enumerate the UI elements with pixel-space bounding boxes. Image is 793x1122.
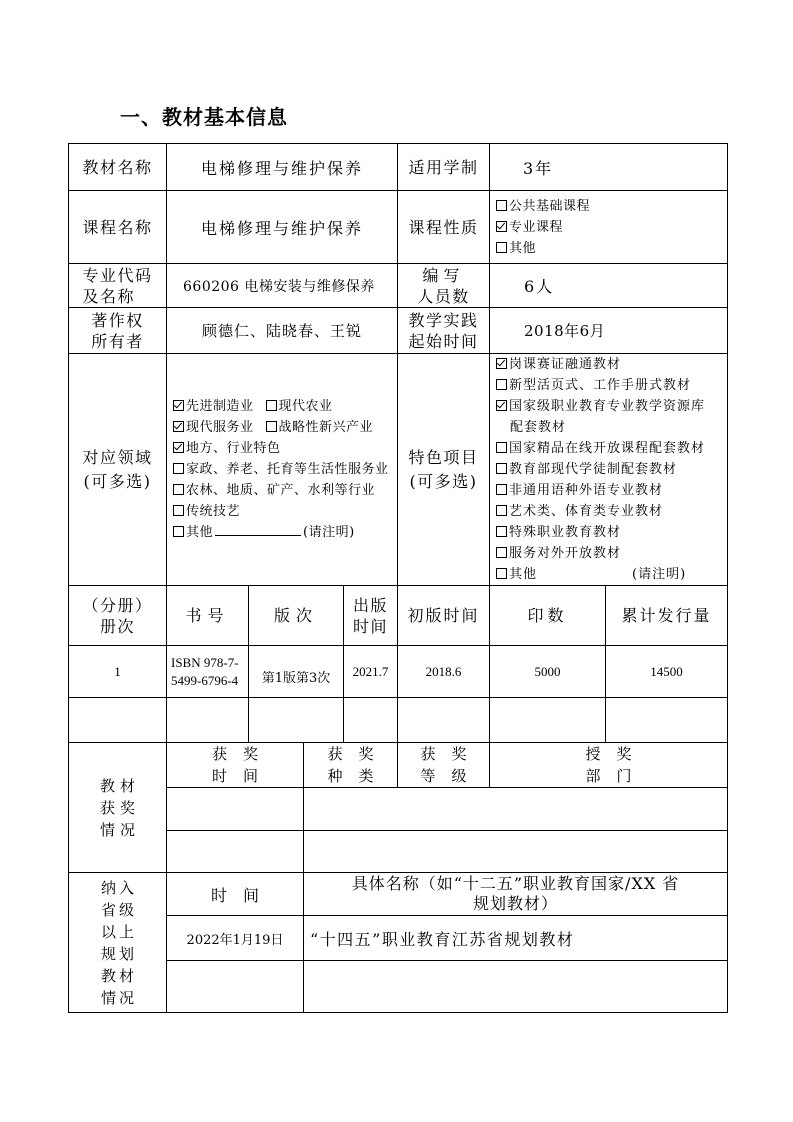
award-department-header: 授奖部门 <box>585 745 648 785</box>
domains-label-cell <box>68 353 167 586</box>
award-level-header-cell <box>397 742 490 788</box>
label-line: 著作权 <box>91 310 144 330</box>
practice-start-label-cell <box>397 307 490 354</box>
print-run-header-cell <box>489 585 606 646</box>
features-options <box>496 354 712 585</box>
fill-in-blank-line <box>215 524 301 536</box>
planning-time-header-cell <box>166 872 304 916</box>
label-line: 特色项目 <box>408 447 479 467</box>
isbn-header-cell <box>166 585 249 646</box>
print-run-value: 5000 <box>534 663 561 679</box>
features-label-cell <box>397 353 490 586</box>
edition-header: 版次 <box>273 606 318 625</box>
option-label: 艺术类、体育类专业教材 <box>509 504 664 519</box>
checkbox-checked-icon <box>496 221 507 232</box>
feature-option <box>496 543 712 564</box>
isbn-cell <box>166 645 249 698</box>
writers-count-value: 6人 <box>524 277 555 296</box>
empty-cell <box>397 697 490 743</box>
course-name-label-cell <box>68 190 167 264</box>
planning-name-header-cell <box>303 872 728 916</box>
option-label: 公共基础课程 <box>509 198 591 214</box>
textbook-name-cell <box>166 143 398 191</box>
checkbox-icon <box>266 421 277 432</box>
planning-name-header <box>352 874 680 914</box>
checkbox-icon <box>496 568 507 579</box>
award-type-header: 获奖种类 <box>327 745 390 785</box>
first-edition-header-cell <box>397 585 490 646</box>
publish-date-cell <box>343 645 398 698</box>
course-type-cell <box>489 190 728 264</box>
features-cell <box>489 353 728 586</box>
award-department-header-cell <box>489 742 728 788</box>
planning-name-cell <box>303 915 728 961</box>
option-label: 新型活页式、工作手册式教材 <box>509 378 692 393</box>
option-label: 战略性新兴产业 <box>278 420 374 435</box>
isbn-header: 书号 <box>185 606 230 625</box>
option-label: 其他 <box>509 240 537 256</box>
course-type-option <box>496 217 590 238</box>
awards-label-cell <box>68 742 167 873</box>
option-label: 传统技艺 <box>186 504 241 519</box>
checkbox-checked-icon <box>496 358 507 369</box>
copyright-label <box>91 310 144 352</box>
major-label-cell <box>68 263 167 308</box>
domain-option <box>266 399 333 414</box>
volume-header <box>82 595 152 637</box>
label-line: 册次 <box>99 616 135 636</box>
option-label: 先进制造业 <box>186 399 254 414</box>
domains-option-row <box>173 417 389 438</box>
empty-cell <box>166 830 304 873</box>
option-label: 地方、行业特色 <box>186 441 281 456</box>
option-label: 家政、养老、托育等生活性服务业 <box>186 462 389 477</box>
copyright-label-cell <box>68 307 167 354</box>
publish-date-value: 2021.7 <box>352 663 389 679</box>
feature-option <box>496 354 712 375</box>
print-run-cell <box>489 645 606 698</box>
course-type-label: 课程性质 <box>408 217 479 237</box>
checkbox-checked-icon <box>173 421 184 432</box>
option-label: 其他 <box>186 525 214 540</box>
label-line: 及名称 <box>82 286 135 306</box>
label-line: （分册） <box>82 595 153 615</box>
feature-option <box>496 522 712 543</box>
cumulative-cell <box>605 645 728 698</box>
empty-cell <box>166 787 304 831</box>
domain-option <box>173 459 389 480</box>
feature-option <box>496 375 712 396</box>
schooling-label-cell <box>397 143 490 191</box>
option-label: 现代农业 <box>278 399 333 414</box>
option-label: 专业课程 <box>509 219 564 235</box>
award-time-header-cell <box>166 742 304 788</box>
volume-value: 1 <box>114 663 121 679</box>
planning-time-cell <box>166 915 304 961</box>
domain-option <box>173 420 254 435</box>
checkbox-icon <box>173 526 184 537</box>
award-time-header: 获奖时间 <box>211 745 274 785</box>
domain-option <box>173 480 389 501</box>
isbn-line: 5499-6796-4 <box>171 672 239 688</box>
label-line: 起始时间 <box>408 331 479 351</box>
cumulative-header: 累计发行量 <box>621 606 712 625</box>
empty-cell <box>166 697 249 743</box>
option-note: (请注明) <box>303 525 355 540</box>
label-line: 出版 <box>352 595 388 615</box>
course-name-label: 课程名称 <box>82 217 153 237</box>
course-type-option <box>496 196 590 217</box>
label-line: 所有者 <box>91 331 144 351</box>
empty-cell <box>68 697 167 743</box>
features-label <box>408 446 478 494</box>
first-edition-value: 2018.6 <box>425 663 462 679</box>
option-label: 国家级职业教育专业教学资源库配套教材 <box>509 399 706 435</box>
checkbox-icon <box>496 547 507 558</box>
feature-option <box>496 459 712 480</box>
empty-cell <box>605 697 728 743</box>
textbook-name: 电梯修理与维护保养 <box>200 158 363 178</box>
checkbox-checked-icon <box>496 400 507 411</box>
domains-options <box>173 396 389 543</box>
checkbox-icon <box>173 484 184 495</box>
writers-count-label-cell <box>397 263 490 308</box>
label-line: 专业代码 <box>82 265 153 285</box>
checkbox-icon <box>496 379 507 390</box>
cumulative-value: 14500 <box>650 663 683 679</box>
checkbox-checked-icon <box>173 442 184 453</box>
feature-option-other <box>496 564 712 585</box>
course-type-options <box>496 196 590 259</box>
volume-header-cell <box>68 585 167 646</box>
cumulative-header-cell <box>605 585 728 646</box>
schooling-label: 适用学制 <box>408 157 479 177</box>
option-label: 岗课赛证融通教材 <box>509 357 622 372</box>
empty-cell <box>248 697 344 743</box>
domains-label <box>82 446 152 494</box>
award-type-header-cell <box>303 742 398 788</box>
schooling-value: 3年 <box>523 158 554 178</box>
major-value: 660206 电梯安装与维修保养 <box>183 278 375 295</box>
edition-cell <box>248 645 344 698</box>
edition-header-cell <box>248 585 344 646</box>
option-label: 非通用语种外语专业教材 <box>509 483 664 498</box>
major-cell <box>166 263 398 308</box>
option-note: (请注明) <box>632 567 687 582</box>
course-type-option <box>496 238 590 259</box>
option-label: 特殊职业教育教材 <box>509 525 622 540</box>
checkbox-icon <box>266 400 277 411</box>
option-label: 其他 <box>509 567 538 582</box>
option-label: 现代服务业 <box>186 420 254 435</box>
isbn-value <box>171 654 239 690</box>
volume-cell <box>68 645 167 698</box>
checkbox-icon <box>496 505 507 516</box>
isbn-line: ISBN 978-7- <box>171 654 239 670</box>
course-name: 电梯修理与维护保养 <box>200 218 363 238</box>
domain-option-other <box>173 522 389 543</box>
course-type-label-cell <box>397 190 490 264</box>
domains-option-row <box>173 396 389 417</box>
feature-option <box>496 501 712 522</box>
planning-label: 纳入省级以上规划教材情况 <box>100 878 137 1007</box>
feature-option <box>496 396 712 438</box>
option-label: 教育部现代学徒制配套教材 <box>509 462 678 477</box>
schooling-cell <box>489 143 728 191</box>
checkbox-icon <box>173 505 184 516</box>
first-edition-cell <box>397 645 490 698</box>
empty-cell <box>166 960 304 1013</box>
checkbox-checked-icon <box>173 400 184 411</box>
checkbox-icon <box>496 200 507 211</box>
label-line: 编写 <box>422 265 465 285</box>
empty-cell <box>303 960 728 1013</box>
domain-option <box>266 420 374 435</box>
textbook-name-label: 教材名称 <box>82 157 153 177</box>
first-edition-header: 初版时间 <box>407 606 480 625</box>
copyright-owners-cell <box>166 307 398 354</box>
awards-label: 教材获奖情况 <box>99 776 140 839</box>
label-line: (可多选) <box>409 471 478 491</box>
checkbox-icon <box>496 242 507 253</box>
section-title: 一、教材基本信息 <box>120 105 288 129</box>
header-line: 规划教材） <box>472 894 558 913</box>
option-label: 服务对外开放教材 <box>509 546 622 561</box>
writers-count-label <box>417 265 470 307</box>
empty-cell <box>303 787 728 831</box>
writers-count-cell <box>489 263 728 308</box>
domain-option <box>173 501 389 522</box>
planning-time-header: 时间 <box>210 885 275 905</box>
textbook-name-label-cell <box>68 143 167 191</box>
empty-cell <box>489 697 606 743</box>
domain-option <box>173 399 254 414</box>
label-line: 时间 <box>352 616 388 636</box>
feature-option <box>496 480 712 501</box>
planning-label-cell <box>68 872 167 1013</box>
award-level-header: 获奖等级 <box>420 745 483 785</box>
course-name-cell <box>166 190 398 264</box>
edition-value: 第1版第3次 <box>261 671 331 686</box>
practice-start-cell <box>489 307 728 354</box>
feature-option <box>496 438 712 459</box>
label-line: (可多选) <box>83 471 152 491</box>
empty-cell <box>343 697 398 743</box>
checkbox-icon <box>496 463 507 474</box>
option-label: 农林、地质、矿产、水利等行业 <box>186 483 376 498</box>
copyright-owners: 顾德仁、陆晓春、王锐 <box>201 322 362 340</box>
print-run-header: 印数 <box>527 606 568 625</box>
domains-cell <box>166 353 398 586</box>
checkbox-icon <box>496 484 507 495</box>
planning-name-value: “十四五”职业教育江苏省规划教材 <box>310 929 575 949</box>
label-line: 教学实践 <box>408 310 479 330</box>
checkbox-icon <box>173 463 184 474</box>
planning-time-value: 2022年1月19日 <box>186 932 284 948</box>
publish-date-header <box>353 595 388 637</box>
practice-start-label <box>408 310 478 352</box>
header-line: 具体名称（如“十二五”职业教育国家/XX 省 <box>351 874 680 893</box>
option-label: 国家精品在线开放课程配套教材 <box>509 441 706 456</box>
domain-option <box>173 438 389 459</box>
checkbox-icon <box>496 526 507 537</box>
major-label <box>82 265 152 307</box>
practice-start-value: 2018年6月 <box>524 322 606 340</box>
checkbox-icon <box>496 442 507 453</box>
label-line: 人员数 <box>417 286 470 306</box>
publish-date-header-cell <box>343 585 398 646</box>
empty-cell <box>303 830 728 873</box>
label-line: 对应领域 <box>82 447 153 467</box>
